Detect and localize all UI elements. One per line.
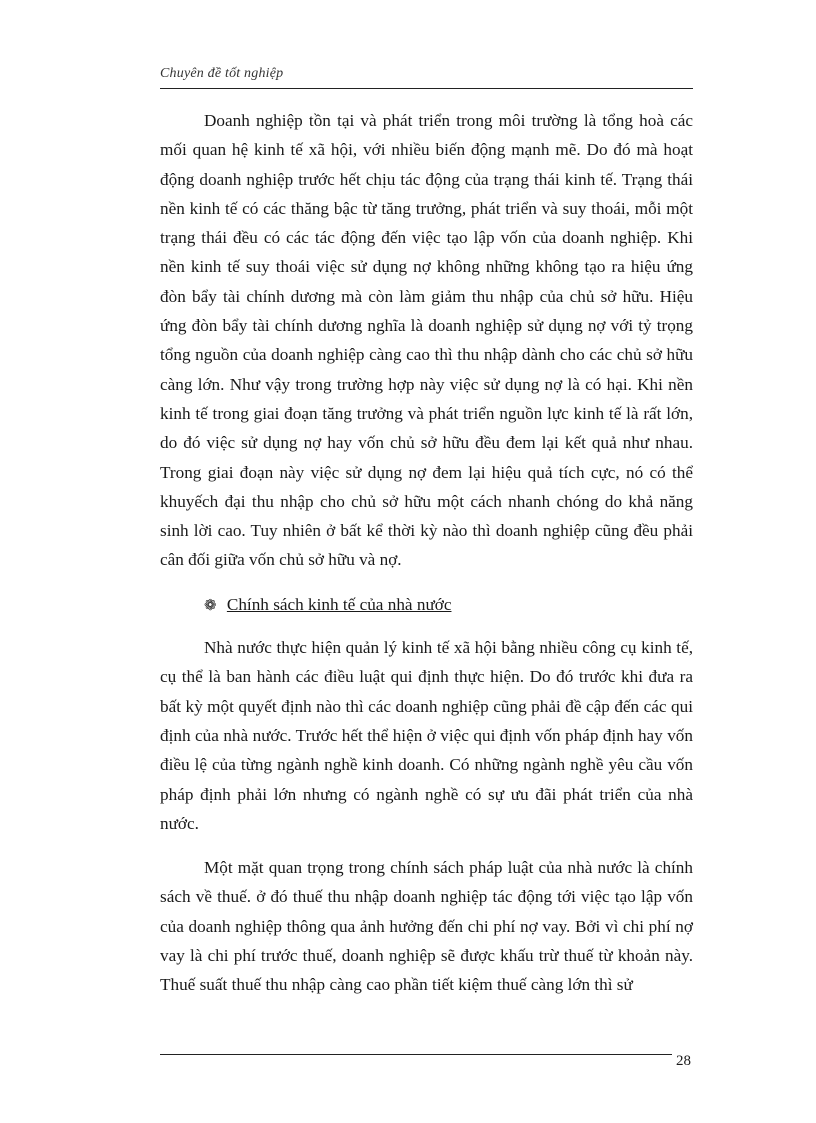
section-heading [160,590,693,621]
paragraph-tax-policy: Một mặt quan trọng trong chính sách pháp luật của nhà nước là chính sách về thuế. ở đó thuế thu nhập doanh nghiệp tác động tới việc tạo lập vốn của doanh nghiệp thông qua ảnh hưởng đến chi phí nợ vay. Bởi vì chi phí nợ vay là chi phí trước thuế, doanh nghiệp sẽ được khấu trừ thuế từ khoản này. Thuế suất thuế thu nhập càng cao phần tiết kiệm thuế càng lớn thì sử [160,858,693,995]
page-number: 28 [676,1053,691,1069]
footer-divider [160,1054,672,1055]
section-heading-text: Chính sách kinh tế của nhà nước [226,594,452,614]
paragraph-state-management: Nhà nước thực hiện quản lý kinh tế xã hội bằng nhiều công cụ kinh tế, cụ thể là ban hành các điều luật qui định thực hiện. Do đó trước khi đưa ra bất kỳ một quyết định nào thì các doanh nghiệp cũng phải đề cập đến các qui định của nhà nước. Trước hết thể hiện ở việc qui định vốn pháp định hay vốn điều lệ của từng ngành nghề kinh doanh. Có những ngành nghề yêu cầu vốn pháp định phải lớn nhưng có ngành nghề có sự ưu đãi phát triển của nhà nước. [160,638,693,833]
page-header [160,66,693,89]
flower-bullet-icon: ❁ [204,597,217,614]
document-body [160,106,693,1000]
paragraph-economic-state: Doanh nghiệp tồn tại và phát triển trong môi trường là tổng hoà các mối quan hệ kinh tế xã hội, với nhiều biến động mạnh mẽ. Do đó mà hoạt động doanh nghiệp trước hết chịu tác động của trạng thái kinh tế. Trạng thái nền kinh tế có các thăng bậc từ tăng trưởng, phát triển và suy thoái, mỗi một trạng thái đều có các tác động đến việc tạo lập vốn của doanh nghiệp. Khi nền kinh tế suy thoái việc sử dụng nợ không những không tạo ra hiệu ứng đòn bẩy tài chính dương mà còn làm giảm thu nhập của chủ sở hữu. Hiệu ứng đòn bẩy tài chính dương nghĩa là doanh nghiệp sử dụng nợ với tỷ trọng tổng nguồn của doanh nghiệp càng cao thì thu nhập dành cho các chủ sở hữu càng lớn. Như vậy trong trường hợp này việc sử dụng nợ là có hại. Khi nền kinh tế trong giai đoạn tăng trưởng và phát triển nguồn lực kinh tế là rất lớn, do đó việc sử dụng nợ hay vốn chủ sở hữu đều đem lại kết quả như nhau. Trong giai đoạn này việc sử dụng nợ đem lại hiệu quả tích cực, nó có thể khuyếch đại thu nhập cho chủ sở hữu một cách nhanh chóng do khả năng sinh lời cao. Tuy nhiên ở bất kể thời kỳ nào thì doanh nghiệp cũng đều phải cân đối giữa vốn chủ sở hữu và nợ. [160,111,693,570]
header-title: Chuyên đề tốt nghiệp [160,66,284,81]
